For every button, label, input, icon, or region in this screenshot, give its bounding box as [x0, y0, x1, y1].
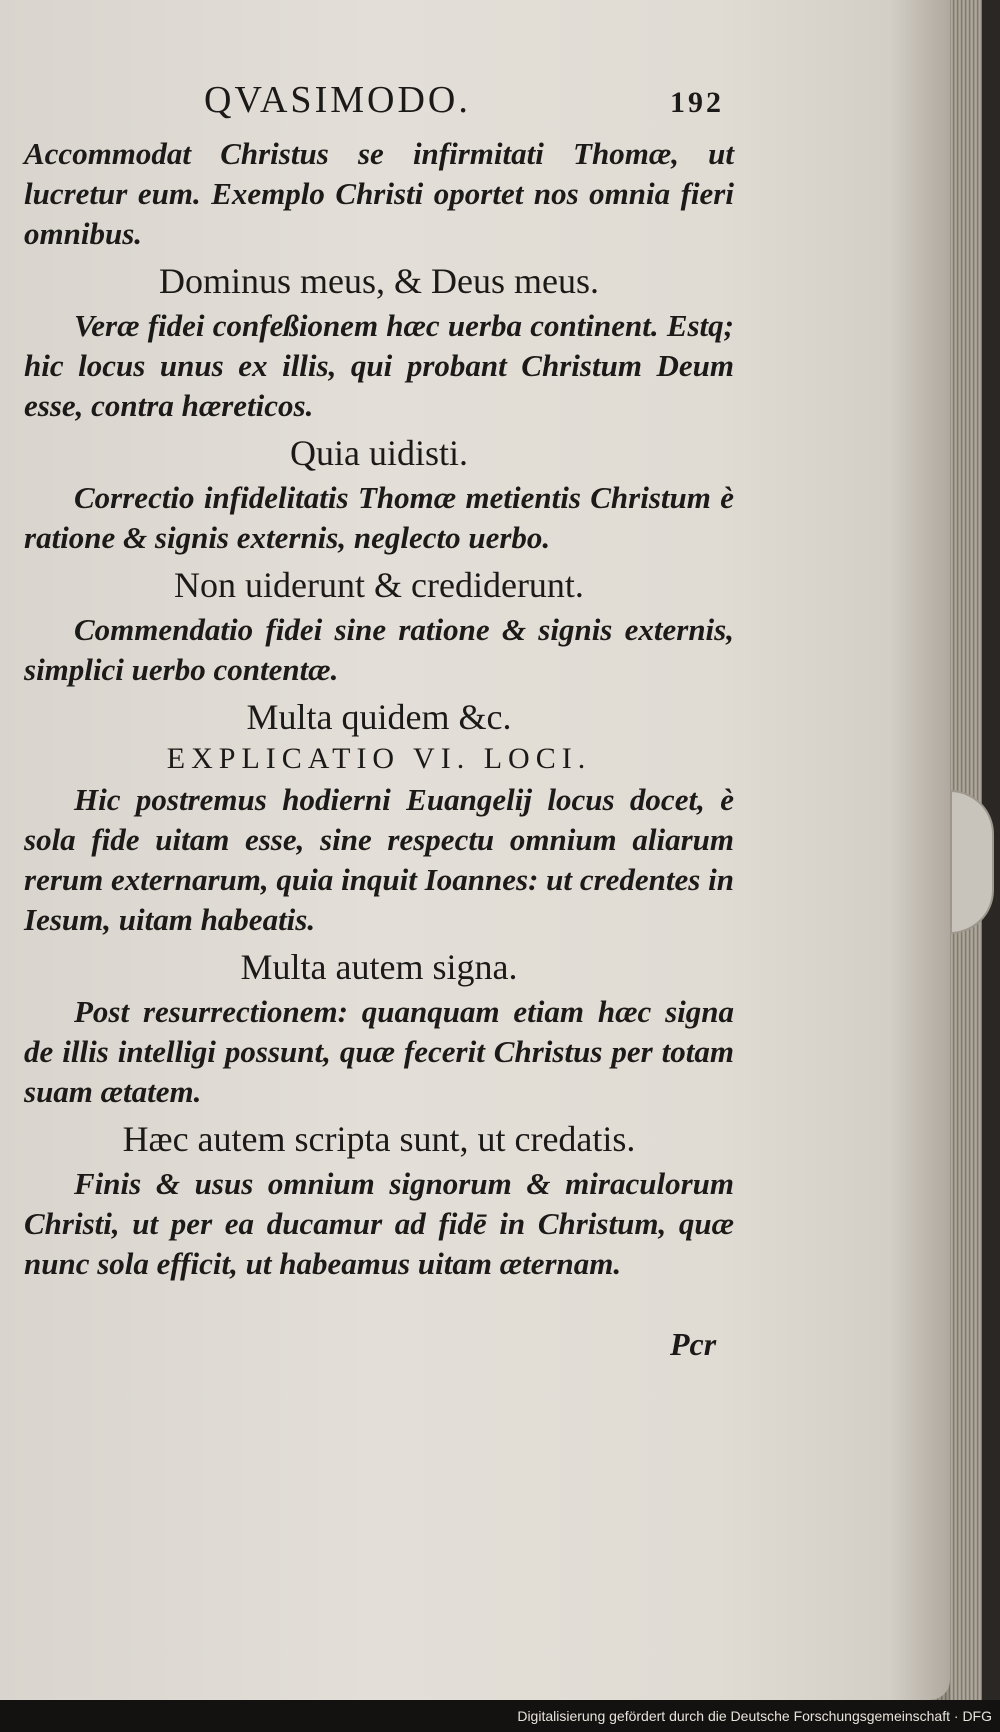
- paragraph-body: Correctio infidelitatis Thomæ metientis Christum è ratione & signis externis, neglecto uerbo.: [24, 480, 734, 555]
- lemma-heading: Dominus meus, & Deus meus.: [159, 261, 599, 301]
- paragraph-body: Finis & usus omnium signorum & miraculorum Christi, ut per ea ducamur ad fidē in Christum, quæ nunc sola efficit, ut habeamus uitam æternam.: [24, 1166, 734, 1281]
- folio-number: 192: [670, 86, 724, 119]
- running-title: QVASIMODO.: [204, 79, 471, 121]
- paragraph-body: Accommodat Christus se infirmitati Thomæ, ut lucretur eum. Exemplo Christi oportet nos omnia fieri omnibus.: [24, 136, 734, 251]
- page-clip: [950, 790, 994, 934]
- lemma-heading: Quia uidisti.: [290, 433, 468, 473]
- catchword: Pcr: [670, 1326, 717, 1362]
- digitization-footer: Digitalisierung gefördert durch die Deutsche Forschungsgemeinschaft · DFG: [0, 1700, 1000, 1732]
- section-heading: EXPLICATIO VI. LOCI.: [166, 742, 592, 775]
- lemma-heading: Multa autem signa.: [240, 947, 518, 987]
- paragraph-body: Post resurrectionem: quanquam etiam hæc signa de illis intelligi possunt, quæ fecerit Christus per totam suam ætatem.: [24, 994, 734, 1109]
- paragraph-body: Veræ fidei confeßionem hæc uerba continent. Estq; hic locus unus ex illis, qui probant Christum Deum esse, contra hæreticos.: [24, 308, 734, 423]
- lemma-heading: Multa quidem &c.: [246, 697, 512, 737]
- lemma-heading: Non uiderunt & crediderunt.: [174, 565, 584, 605]
- running-head: [24, 78, 734, 134]
- paragraph-body: Commendatio fidei sine ratione & signis externis, simplici uerbo contentæ.: [24, 612, 734, 687]
- lemma-heading: Hæc autem scripta sunt, ut credatis.: [122, 1119, 636, 1159]
- text-block: [24, 78, 734, 1284]
- paragraph-body: Hic postremus hodierni Euangelij locus docet, è sola fide uitam esse, sine respectu omnium aliarum rerum externarum, quia inquit Ioannes: ut credentes in Iesum, uitam habeatis.: [24, 782, 734, 937]
